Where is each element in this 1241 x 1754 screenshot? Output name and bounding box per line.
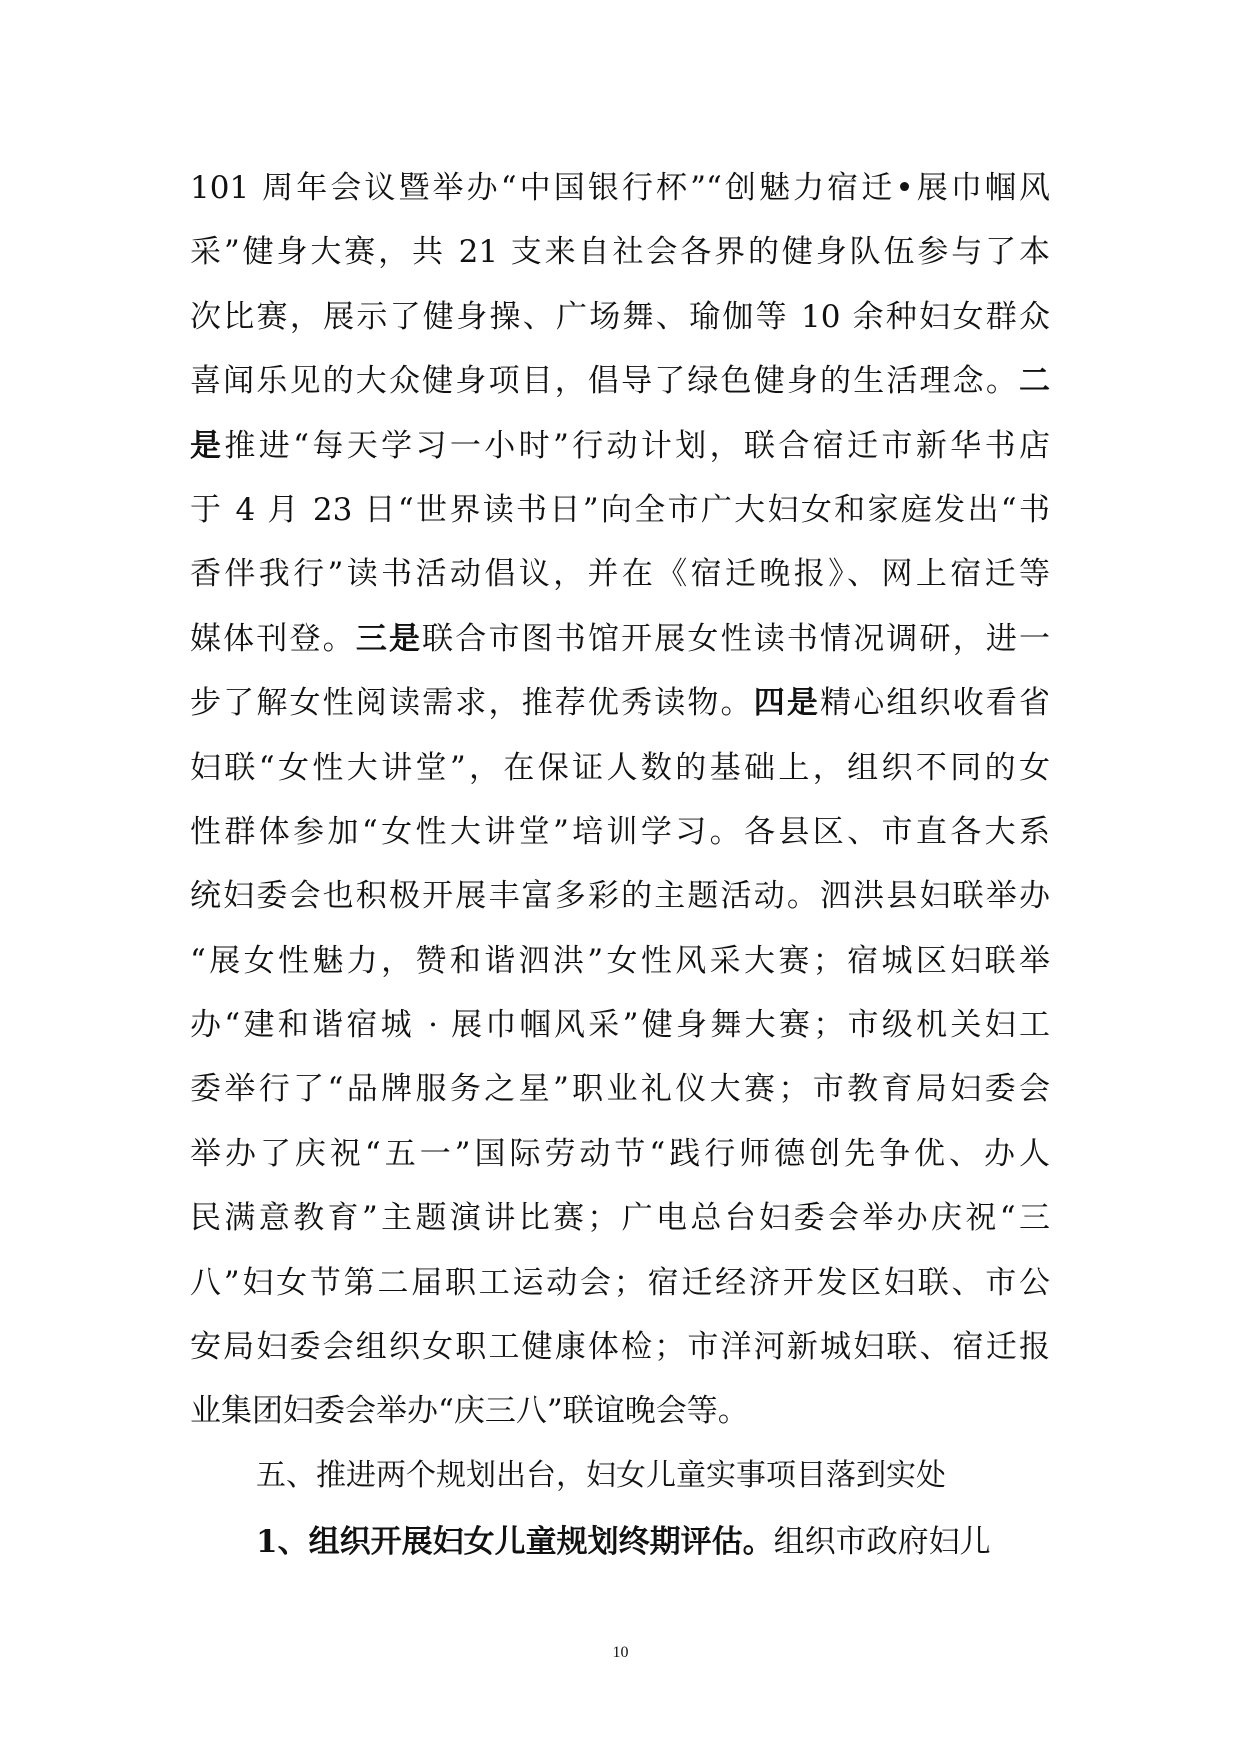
text-line (190, 220, 1050, 284)
subsection-title: 1、组织开展妇女儿童规划终期评估。 (256, 1524, 774, 1560)
line-text: 举办了庆祝“五一”国际劳动节“践行师德创先争优、办人 (190, 1135, 1050, 1172)
line-text: 妇联“女性大讲堂”，在保证人数的基础上，组织不同的女 (190, 749, 1050, 786)
line-text: 媒体刊登。 (190, 620, 356, 657)
text-line (190, 542, 1050, 606)
line-text: 采”健身大赛，共 21 支来自社会各界的健身队伍参与了本 (190, 234, 1050, 271)
text-line (190, 671, 1050, 735)
text-line (190, 736, 1050, 800)
line-text: 安局妇委会组织女职工健康体检；市洋河新城妇联、宿迁报 (190, 1329, 1050, 1366)
text-line (190, 1186, 1050, 1250)
subsection-paragraph (256, 1510, 1050, 1574)
line-text: 业集团妇委会举办“庆三八”联谊晚会等。 (190, 1393, 749, 1430)
emphasis-text: 是 (190, 427, 225, 464)
line-text: 于 4 月 23 日“世界读书日”向全市广大妇女和家庭发出“书 (190, 491, 1050, 528)
emphasis-text: 二 (1019, 363, 1050, 400)
line-text: 民满意教育”主题演讲比赛；广电总台妇委会举办庆祝“三 (190, 1200, 1050, 1237)
line-text: 精心组织收看省 (820, 685, 1050, 722)
section-heading: 五、推进两个规划出台，妇女儿童实事项目落到实处 (256, 1458, 946, 1493)
emphasis-text: 四是 (753, 685, 821, 722)
line-text: 次比赛，展示了健身操、广场舞、瑜伽等 10 余种妇女群众 (190, 298, 1050, 335)
text-line (190, 349, 1050, 413)
line-text: 性群体参加“女性大讲堂”培训学习。各县区、市直各大系 (190, 813, 1050, 850)
line-text: 推进“每天学习一小时”行动计划，联合宿迁市新华书店 (224, 427, 1050, 464)
text-line (190, 478, 1050, 542)
text-line (190, 1122, 1050, 1186)
line-text: 八”妇女节第二届职工运动会；宿迁经济开发区妇联、市公 (190, 1264, 1050, 1301)
page-number: 10 (612, 1644, 629, 1661)
line-text: 办“建和谐宿城 · 展巾帼风采”健身舞大赛；市级机关妇工 (190, 1007, 1050, 1044)
line-text: 101 周年会议暨举办“中国银行杯”“创魅力宿迁•展巾帼风 (190, 170, 1050, 206)
text-line (190, 864, 1050, 928)
line-text: 喜闻乐见的大众健身项目，倡导了绿色健身的生活理念。 (190, 363, 1019, 400)
text-line (190, 800, 1050, 864)
line-text: 统妇委会也积极开展丰富多彩的主题活动。泗洪县妇联举办 (190, 878, 1050, 915)
text-line (190, 414, 1050, 478)
emphasis-text: 三是 (355, 620, 423, 657)
body-text (190, 156, 1050, 1444)
text-line (190, 607, 1050, 671)
line-text: 步了解女性阅读需求，推荐优秀读物。 (190, 685, 754, 722)
text-line (190, 1315, 1050, 1379)
text-line (190, 929, 1050, 993)
line-text: 联合市图书馆开展女性读书情况调研，进一 (422, 620, 1050, 657)
text-line (190, 285, 1050, 349)
text-line (190, 156, 1050, 220)
line-text: 委举行了“品牌服务之星”职业礼仪大赛；市教育局妇委会 (190, 1071, 1050, 1108)
text-line (190, 1379, 1050, 1443)
subsection-text: 组织市政府妇儿 (773, 1524, 991, 1560)
line-text: 香伴我行”读书活动倡议，并在《宿迁晚报》、网上宿迁等 (190, 556, 1050, 593)
line-text: “展女性魅力，赞和谐泗洪”女性风采大赛；宿城区妇联举 (190, 942, 1050, 979)
text-line (190, 993, 1050, 1057)
text-line (190, 1251, 1050, 1315)
text-line (190, 1057, 1050, 1121)
